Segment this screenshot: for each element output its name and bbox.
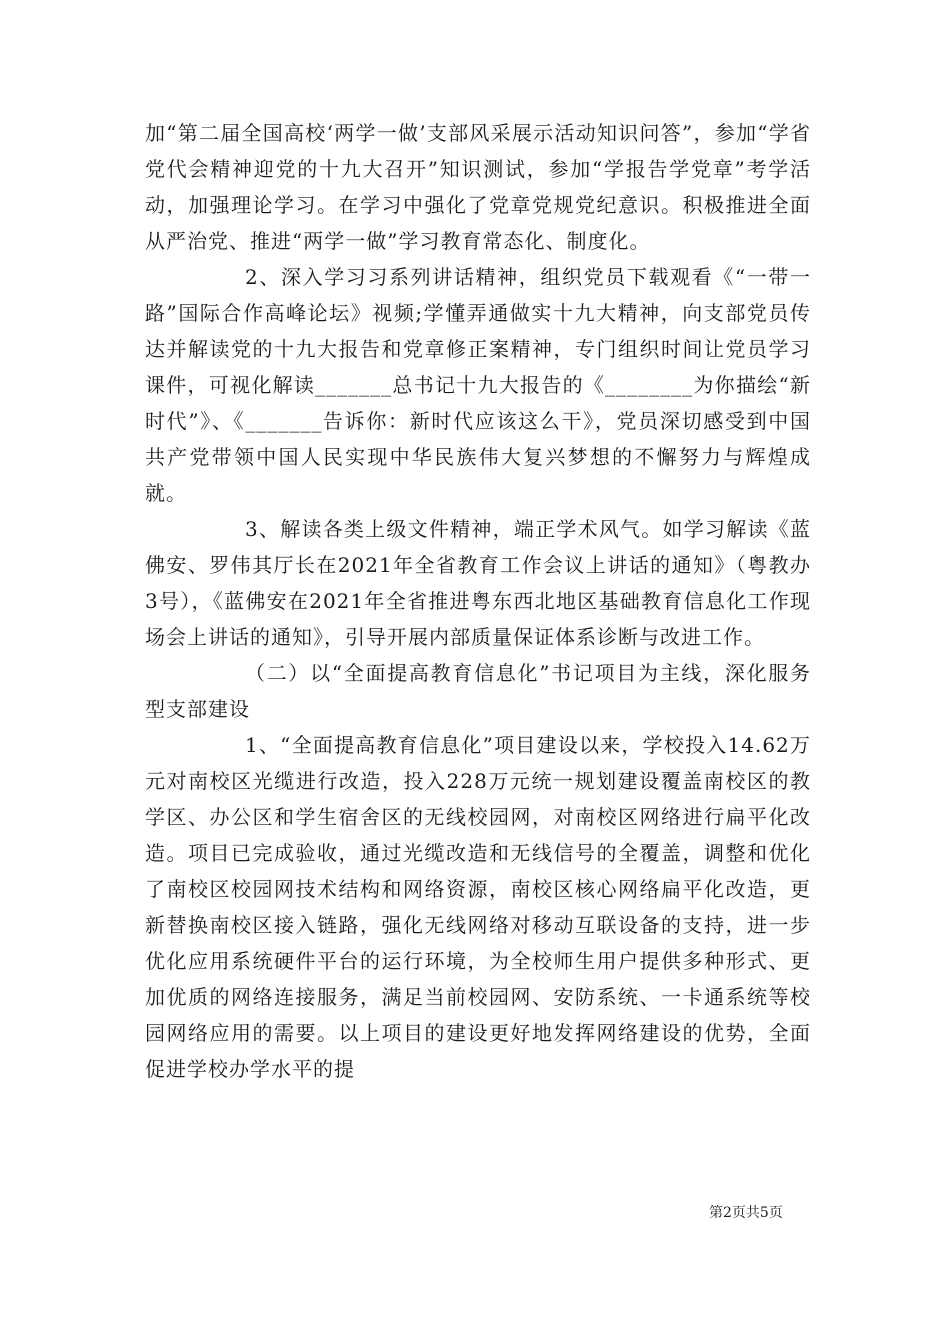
paragraph-continuation: 加“第二届全国高校‘两学一做’支部风采展示活动知识问答”，参加“学省党代会精神迎党的十九大召开”知识测试，参加“学报告学党章”考学活动，加强理论学习。在学习中强化了党章党规党纪意识。积极推进全面从严治党、推进“两学一做”学习教育常态化、制度化。: [145, 121, 811, 253]
document-body: [145, 115, 811, 1087]
paragraph-item-1: 1、“全面提高教育信息化”项目建设以来，学校投入14.62万元对南校区光缆进行改造，投入228万元统一规划建设覆盖南校区的教学区、办公区和学生宿舍区的无线校园网，对南校区网络进行扁平化改造。项目已完成验收，通过光缆改造和无线信号的全覆盖，调整和优化了南校区校园网技术结构和网络资源，南校区核心网络扁平化改造，更新替换南校区接入链路，强化无线网络对移动互联设备的支持，进一步优化应用系统硬件平台的运行环境，为全校师生用户提供多种形式、更加优质的网络连接服务，满足当前校园网、安防系统、一卡通系统等校园网络应用的需要。以上项目的建设更好地发挥网络建设的优势，全面促进学校办学水平的提: [145, 733, 811, 1081]
page-number-footer: 第2页共5页: [709, 1205, 783, 1221]
section-heading: （二）以“全面提高教育信息化”书记项目为主线，深化服务型支部建设: [145, 661, 811, 721]
paragraph-item-2: 2、深入学习习系列讲话精神，组织党员下载观看《“一带一路”国际合作高峰论坛》视频;学懂弄通做实十九大精神，向支部党员传达并解读党的十九大报告和党章修正案精神，专门组织时间让党员学习课件，可视化解读_______总书记十九大报告的《________为你描绘“新时代”》、《_______告诉你：新时代应该这么干》，党员深切感受到中国共产党带领中国人民实现中华民族伟大复兴梦想的不懈努力与辉煌成就。: [145, 265, 811, 505]
paragraph-item-3: 3、解读各类上级文件精神，端正学术风气。如学习解读《蓝佛安、罗伟其厅长在2021年全省教育工作会议上讲话的通知》（粤教办3号），《蓝佛安在2021年全省推进粤东西北地区基础教育信息化工作现场会上讲话的通知》，引导开展内部质量保证体系诊断与改进工作。: [145, 517, 811, 649]
